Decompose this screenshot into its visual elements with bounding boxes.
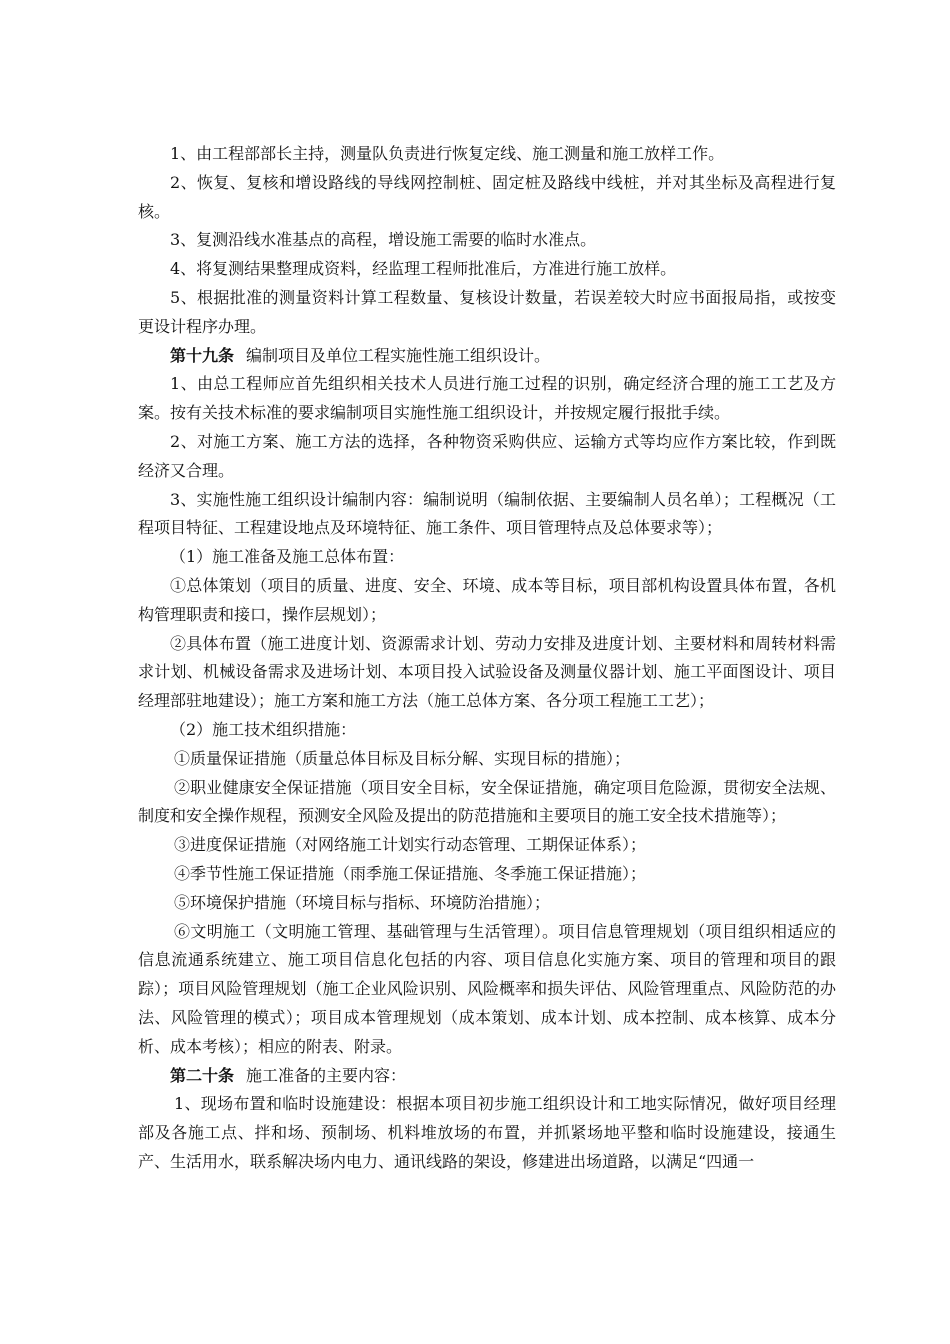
paragraph: ⑤环境保护措施（环境目标与指标、环境防治措施）； bbox=[174, 892, 551, 912]
paragraph: 3、复测沿线水准基点的高程，增设施工需要的临时水准点。 bbox=[170, 230, 597, 250]
article-paragraph: 第二十条 施工准备的主要内容： bbox=[170, 1065, 407, 1085]
paragraph: ④季节性施工保证措施（雨季施工保证措施、冬季施工保证措施）； bbox=[174, 863, 647, 883]
article-heading: 第二十条 bbox=[170, 1065, 235, 1085]
paragraph: 5、根据批准的测量资料计算工程数量、复核设计数量，若误差较大时应书面报局指，或按变更设计程序办理。 bbox=[138, 287, 836, 336]
paragraph: 1、现场布置和临时设施建设：根据本项目初步施工组织设计和工地实际情况，做好项目经理部及各施工点、拌和场、预制场、机料堆放场的布置，并抓紧场地平整和临时设施建设，接通生产、生活用水，联系解决场内电力、通讯线路的架设，修建进出场道路，以满足“四通一 bbox=[138, 1094, 836, 1171]
article-heading: 第十九条 bbox=[170, 345, 235, 365]
paragraph: ③进度保证措施（对网络施工计划实行动态管理、工期保证体系）； bbox=[174, 835, 647, 855]
paragraph: （2）施工技术组织措施： bbox=[170, 719, 357, 739]
paragraph: 1、由工程部部长主持，测量队负责进行恢复定线、施工测量和施工放样工作。 bbox=[170, 144, 725, 163]
document-body bbox=[138, 140, 836, 1177]
paragraph: 3、实施性施工组织设计编制内容：编制说明（编制依据、主要编制人员名单）；工程概况（工程项目特征、工程建设地点及环境特征、施工条件、项目管理特点及总体要求等）； bbox=[138, 489, 836, 538]
paragraph: ②职业健康安全保证措施（项目安全目标，安全保证措施，确定项目危险源，贯彻安全法规、制度和安全操作规程，预测安全风险及提出的防范措施和主要项目的施工安全技术措施等）； bbox=[138, 777, 836, 826]
article-paragraph: 第十九条 编制项目及单位工程实施性施工组织设计。 bbox=[170, 345, 551, 365]
paragraph: （1）施工准备及施工总体布置： bbox=[170, 547, 405, 567]
paragraph: 4、将复测结果整理成资料，经监理工程师批准后，方准进行施工放样。 bbox=[170, 259, 677, 279]
paragraph: ①质量保证措施（质量总体目标及目标分解、实现目标的措施）； bbox=[174, 748, 631, 768]
paragraph: 2、对施工方案、施工方法的选择，各种物资采购供应、运输方式等均应作方案比较，作到既经济又合理。 bbox=[138, 431, 836, 480]
paragraph: ①总体策划（项目的质量、进度、安全、环境、成本等目标，项目部机构设置具体布置，各机构管理职责和接口，操作层规划）； bbox=[138, 575, 836, 624]
paragraph: 2、恢复、复核和增设路线的导线网控制桩、固定桩及路线中线桩，并对其坐标及高程进行复核。 bbox=[138, 172, 836, 221]
paragraph: 1、由总工程师应首先组织相关技术人员进行施工过程的识别，确定经济合理的施工工艺及方案。按有关技术标准的要求编制项目实施性施工组织设计，并按规定履行报批手续。 bbox=[138, 374, 836, 423]
paragraph: ②具体布置（施工进度计划、资源需求计划、劳动力安排及进度计划、主要材料和周转材料需求计划、机械设备需求及进场计划、本项目投入试验设备及测量仪器计划、施工平面图设计、项目经理部驻地建设）；施工方案和施工方法（施工总体方案、各分项工程施工工艺）； bbox=[138, 633, 836, 711]
paragraph: ⑥文明施工（文明施工管理、基础管理与生活管理）。项目信息管理规划（项目组织相适应的信息流通系统建立、施工项目信息化包括的内容、项目信息化实施方案、项目的管理和项目的跟踪）；项目风险管理规划（施工企业风险识别、风险概率和损失评估、风险管理重点、风险防范的办法、风险管理的模式）；项目成本管理规划（成本策划、成本计划、成本控制、成本核算、成本分析、成本考核）；相应的附表、附录。 bbox=[138, 921, 836, 1056]
